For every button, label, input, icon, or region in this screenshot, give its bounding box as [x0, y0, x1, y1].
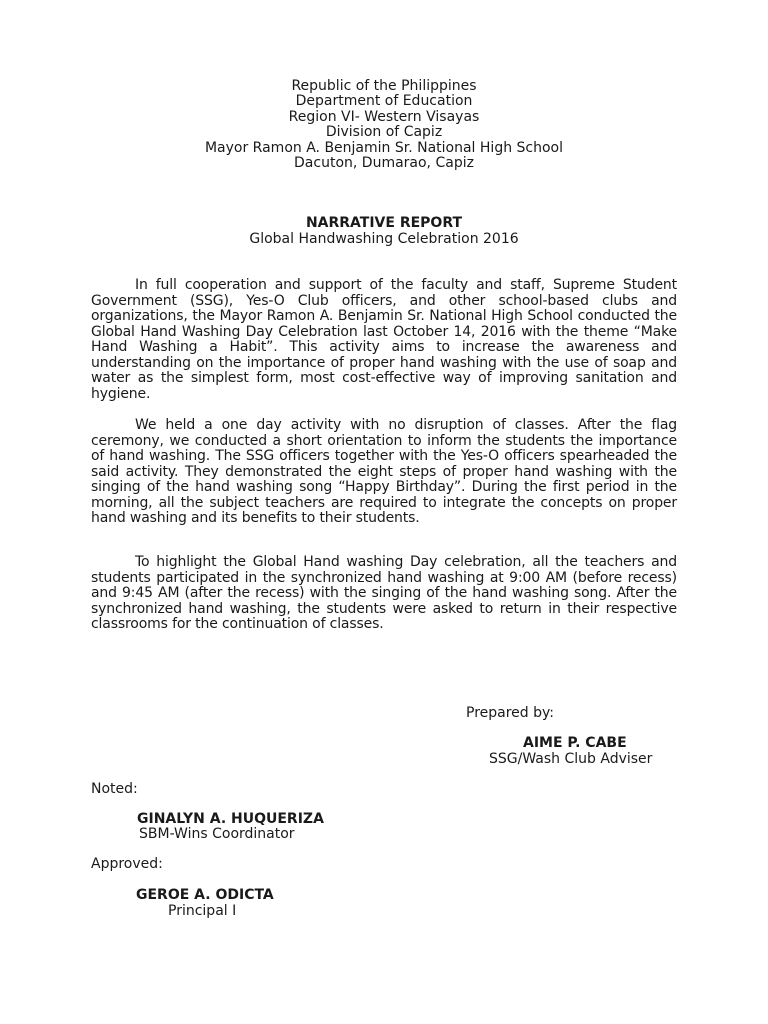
noted-name: GINALYN A. HUQUERIZA [137, 811, 324, 827]
report-title: NARRATIVE REPORT [305, 215, 463, 231]
letterhead-division: Division of Capiz [325, 124, 443, 141]
body-paragraph-1 [91, 278, 677, 402]
letterhead-address: Dacuton, Dumarao, Capiz [294, 154, 474, 171]
report-title-block [0, 216, 768, 247]
paragraph-text: We held a one day activity with no disruption of classes. After the flag ceremony, we conducted a short orientation to inform the students the importance of hand washing. The SSG officers together with the Yes-O officers spearheaded the said activity. They demonstrated the eight steps of proper hand washing with the singing of the hand washing song “Happy Birthday”. During the first period in the morning, all the subject teachers are required to integrate the concepts on proper hand washing and its benefits to their students. [91, 417, 677, 526]
letterhead-region: Region VI- Western Visayas [288, 108, 480, 125]
approved-role: Principal I [168, 903, 237, 919]
prepared-by-name: AIME P. CABE [523, 735, 627, 751]
paragraph-text: In full cooperation and support of the faculty and staff, Supreme Student Government (SSG), Yes-O Club officers, and other school-based clubs and organizations, the Mayor Ramon A. Benjamin Sr. National High School conducted the Global Hand Washing Day Celebration last October 14, 2016 with the theme “Make Hand Washing a Habit”. This activity aims to increase the awareness and understanding on the importance of proper hand washing with the use of soap and water as the simplest form, most cost-effective way of improving sanitation and hygiene. [91, 277, 677, 402]
approved-name: GEROE A. ODICTA [136, 887, 274, 903]
prepared-by-role: SSG/Wash Club Adviser [489, 751, 653, 767]
letterhead [0, 79, 768, 171]
noted-label: Noted: [91, 781, 138, 797]
letterhead-country: Republic of the Philippines [291, 78, 477, 94]
noted-role: SBM-Wins Coordinator [139, 826, 295, 842]
letterhead-department: Department of Education [295, 93, 473, 110]
report-subtitle: Global Handwashing Celebration 2016 [249, 230, 519, 247]
letterhead-school: Mayor Ramon A. Benjamin Sr. National High School [204, 139, 564, 156]
prepared-by-label: Prepared by: [466, 705, 554, 721]
paragraph-text: To highlight the Global Hand washing Day celebration, all the teachers and students participated in the synchronized hand washing at 9:00 AM (before recess) and 9:45 AM (after the recess) with the singing of the hand washing song. After the synchronized hand washing, the students were asked to return in their respective classrooms for the continuation of classes. [91, 554, 677, 632]
body-paragraph-2 [91, 418, 677, 527]
approved-label: Approved: [91, 856, 163, 872]
body-paragraph-3 [91, 555, 677, 633]
